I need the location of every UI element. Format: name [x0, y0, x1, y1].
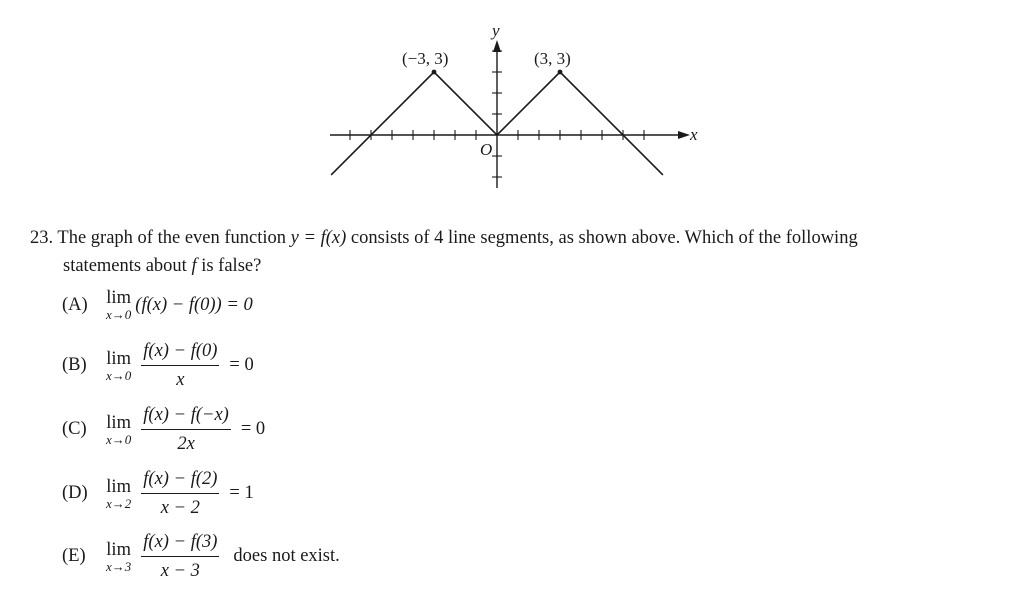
numerator: f(x) − f(3): [141, 531, 219, 557]
x-axis-arrow-icon: [678, 131, 690, 139]
point-label-left: (−3, 3): [402, 49, 449, 68]
choice-rhs: = 1: [229, 483, 254, 503]
limit-subscript: x→2: [106, 495, 132, 511]
point-label-right: (3, 3): [534, 49, 571, 68]
choice-a[interactable]: [62, 288, 253, 322]
numerator: f(x) − f(−x): [141, 404, 231, 430]
limit-subscript: x→0: [106, 307, 132, 322]
choice-letter: (A): [62, 294, 88, 315]
question-line-2: [30, 252, 1000, 280]
choice-rhs: = 0: [229, 355, 254, 375]
x-axis-label: x: [690, 125, 698, 144]
fraction: [141, 340, 219, 391]
limit-word: lim: [106, 476, 131, 497]
limit-operator: [106, 349, 131, 383]
choice-b[interactable]: [62, 340, 254, 391]
choice-letter: (C): [62, 419, 87, 439]
limit-word: lim: [106, 288, 131, 308]
fraction: [141, 404, 231, 455]
numerator: f(x) − f(2): [141, 468, 219, 494]
limit-subscript: x→0: [106, 367, 132, 383]
limit-word: lim: [106, 412, 131, 433]
choice-c[interactable]: [62, 404, 265, 455]
limit-word: lim: [106, 348, 131, 369]
limit-operator: [106, 477, 131, 511]
denominator: 2x: [177, 434, 195, 454]
choice-expression: (f(x) − f(0)) = 0: [135, 294, 253, 315]
origin-label: O: [480, 140, 493, 159]
question-text-after: consists of 4 line segments, as shown above. Which of the following: [350, 228, 858, 248]
question-line-1: [30, 224, 1000, 252]
choice-e[interactable]: [62, 531, 340, 582]
axes: [330, 40, 690, 188]
choice-d[interactable]: [62, 468, 254, 519]
function-variable: f: [191, 256, 197, 276]
limit-operator: [106, 413, 131, 447]
limit-operator: [106, 540, 131, 574]
choice-letter: (E): [62, 546, 86, 566]
question-line2-before: statements about: [63, 256, 187, 276]
question-text: [30, 224, 1000, 280]
limit-subscript: x→0: [106, 431, 132, 447]
choice-letter: (D): [62, 483, 88, 503]
vertex-point: [558, 70, 563, 75]
fraction: [141, 468, 219, 519]
function-graph: [320, 18, 710, 188]
question-line2-after: is false?: [201, 256, 262, 276]
denominator: x − 3: [160, 561, 200, 581]
numerator: f(x) − f(0): [141, 340, 219, 366]
denominator: x − 2: [160, 498, 200, 518]
limit-operator: [106, 288, 131, 322]
choice-rhs: does not exist.: [233, 546, 340, 566]
choice-letter: (B): [62, 355, 87, 375]
fraction: [141, 531, 219, 582]
limit-word: lim: [106, 539, 131, 560]
function-expression: y = f(x): [290, 228, 347, 248]
vertex-point: [432, 70, 437, 75]
question-number: 23.: [30, 228, 54, 248]
question-text-before: The graph of the even function: [57, 228, 287, 248]
choice-rhs: = 0: [240, 419, 266, 439]
y-axis-label: y: [492, 21, 500, 40]
denominator: x: [176, 370, 185, 390]
limit-subscript: x→3: [106, 558, 132, 574]
y-axis-arrow-icon: [493, 40, 501, 52]
